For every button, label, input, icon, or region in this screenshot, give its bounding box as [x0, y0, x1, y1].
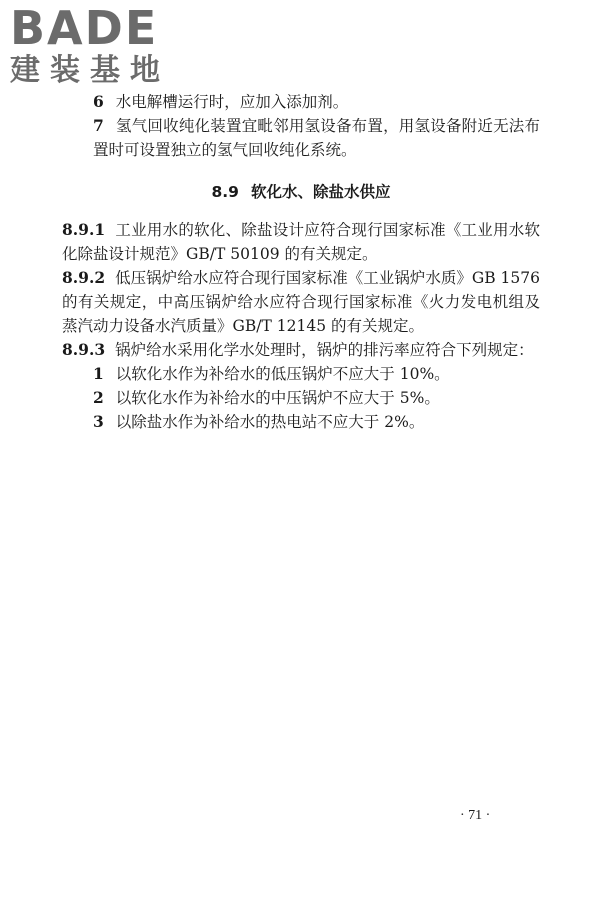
item-text: 以软化水作为补给水的中压锅炉不应大于 5%。 [115, 389, 440, 407]
list-item-6 [62, 90, 540, 114]
logo-latin-text: BADE [10, 1, 159, 55]
clause-number: 8.9.1 [62, 220, 106, 239]
item-text: 以软化水作为补给水的低压锅炉不应大于 10%。 [115, 365, 450, 383]
list-item-7 [62, 114, 540, 162]
clause-8-9-3 [62, 338, 540, 362]
list-item-1 [62, 362, 540, 386]
clause-8-9-1 [62, 218, 540, 266]
item-text: 氢气回收纯化装置宜毗邻用氢设备布置，用氢设备附近无法布置时可设置独立的氢气回收纯化系统。 [93, 117, 540, 159]
item-number: 7 [93, 116, 104, 135]
item-number: 1 [93, 364, 104, 383]
item-text: 水电解槽运行时，应加入添加剂。 [115, 93, 349, 111]
item-text: 以除盐水作为补给水的热电站不应大于 2%。 [115, 413, 425, 431]
clause-number: 8.9.2 [62, 268, 106, 287]
section-title-text: 软化水、除盐水供应 [250, 182, 391, 201]
item-number: 3 [93, 412, 104, 431]
section-number: 8.9 [211, 183, 239, 201]
clause-text: 锅炉给水采用化学水处理时，锅炉的排污率应符合下列规定： [115, 341, 534, 359]
item-number: 6 [93, 92, 104, 111]
document-body [62, 90, 540, 434]
clause-8-9-2 [62, 266, 540, 338]
logo-chinese-text: 建装基地 [10, 53, 170, 88]
section-heading [62, 180, 540, 204]
list-item-3 [62, 410, 540, 434]
clause-text: 低压锅炉给水应符合现行国家标准《工业锅炉水质》GB 1576 的有关规定，中高压锅炉给水应符合现行国家标准《火力发电机组及蒸汽动力设备水汽质量》GB/T 12145 的有关规定。 [62, 269, 540, 335]
bade-logo [10, 1, 180, 92]
clause-number: 8.9.3 [62, 340, 106, 359]
item-number: 2 [93, 388, 104, 407]
clause-text: 工业用水的软化、除盐设计应符合现行国家标准《工业用水软化除盐设计规范》GB/T 50109 的有关规定。 [62, 221, 540, 263]
page-number: · 71 · [460, 808, 491, 823]
list-item-2 [62, 386, 540, 410]
